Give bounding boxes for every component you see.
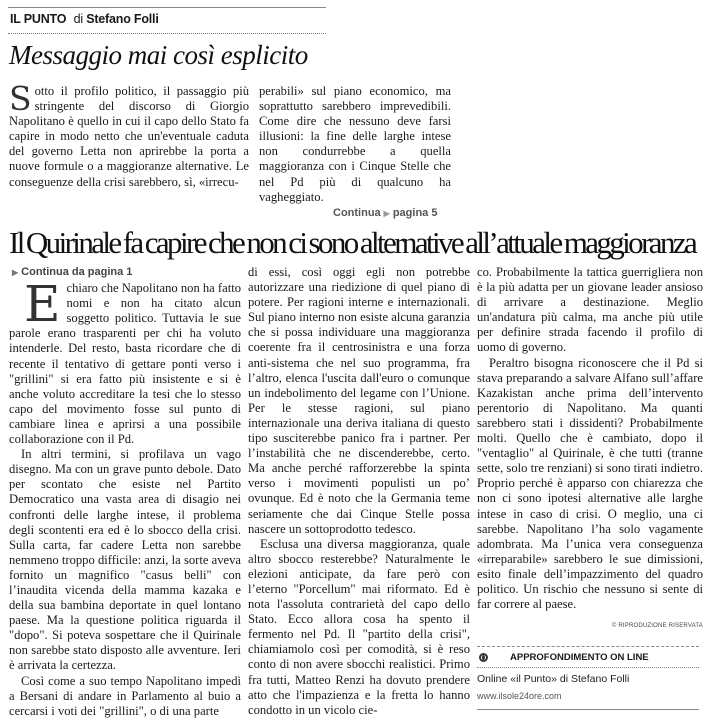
author-name: Stefano Folli	[86, 12, 159, 26]
box-bottom-rule	[477, 709, 699, 710]
front-col1-text: otto il profilo politico, il passaggio più stringente del discorso di Giorgio Napolitano è quello in cui il capo dello Stato fa capire in modo netto che un'eventuale caduta del governo Letta non aprirebbe la porta a nuove formule o a maggioranze alternative. Le conseguenze della crisi sarebbero, sì, «irrecu-	[9, 84, 249, 189]
main-column-2	[248, 265, 470, 718]
column-header	[10, 12, 159, 26]
main-column-3	[477, 265, 703, 710]
continued-from-link[interactable]	[12, 265, 241, 280]
front-col2-text: perabili» sul piano economico, ma soprattutto sarebbero imprevedibili. Come dire che nessuno deve farsi illusioni: la fine delle larghe intese non condurrebbe a quella maggioranza con i Cinque Stelle che nel Pd più di qualcuno ha vagheggiato.	[259, 84, 451, 204]
drop-cap: S	[9, 79, 32, 118]
continue-link[interactable]	[333, 207, 437, 219]
continue-label: Continua	[333, 207, 381, 219]
copyright-notice: © RIPRODUZIONE RISERVATA	[611, 623, 703, 630]
online-box-header	[477, 647, 699, 668]
paragraph: di essi, così oggi egli non potrebbe autorizzare una riedizione di quel piano di potere. Per ragioni interne e internazionali. Sul piano interno non esiste alcuna garanzia che si possa individuare una maggioranza coerente fra il centrosinistra e una forza anti-sistema che nel suo programma, fra l’altro, elenca l'uscita dall'euro o comunque un indebolimento del legame con l’Unione. Per le stesse ragioni, sul piano internazionale una deriva italiana di questo tipo susciterebbe panico fra i partner. Per l’instabilità che ne discenderebbe, certo. Ma anche perché rafforzerebbe la spinta verso i movimenti populisti un po’ ovunque. Ed è noto che la Germania teme seriamente che dai Cinque Stelle possa nascere un sottoprodotto tedesco.	[248, 265, 470, 536]
byline-prefix: di	[73, 12, 83, 26]
paragraph: Così come a suo tempo Napolitano impedì a Bersani di andare in Parlamento al buio a cercarsi i voti dei "grillini", o di una parte	[9, 673, 241, 718]
main-headline: Il Quirinale fa capire che non ci sono alternative all’attuale maggioranza	[9, 225, 696, 260]
paragraph: co. Probabilmente la tattica guerrigliera non è la più adatta per un giovane leader ansioso di arrivare a destinazione. Meglio un'andatura più calma, ma anche più utile per definire strada facendo il profilo di uomo di governo.	[477, 265, 703, 355]
continued-from-label: Continua da pagina 1	[21, 266, 133, 278]
main-column-1	[9, 265, 241, 719]
paragraph: Esclusa una diversa maggioranza, quale altro sbocco resterebbe? Naturalmente le elezioni anticipate, da fare però con l’eterno "Porcellum" mai riformato. Ed è nota l'assoluta contrarietà del capo dello Stato. Ecco allora cosa ha spento il fermento nel Pd. Il "partito della crisi", chiamiamolo così per comodità, si è reso conto di non avere sbocchi realistici. Primo fra tutti, Matteo Renzi ha dovuto prendere atto che l'impazienza e la fretta lo hanno condotto in un vicolo cie-	[248, 536, 470, 717]
rubric-label: IL PUNTO	[10, 12, 67, 26]
front-headline: Messaggio mai così esplicito	[9, 40, 308, 70]
drop-cap: E	[24, 275, 61, 334]
arrow-right-icon: ▶	[12, 268, 19, 277]
paragraph: In altri termini, si profilava un vago disegno. Ma con un grave punto debole. Dato per scontato che esiste nel Partito Democratico una vasta area di disagio nei confronti delle larghe intese, il problema degli scontenti era ed è lo sbocco della crisi. Sulla carta, far cadere Letta non sarebbe nemmeno troppo difficile: anzi, la sorte aveva fornito un magnifico "casus belli" con l’inaudita vicenda della mamma kazaka e della sua bambina deportate in quel lontano paese. Ma la questione politica riguarda il "dopo". Si poteva sospettare che il Quirinale non sarebbe stato disposto alle avventure. Ieri è arrivata la certezza.	[9, 447, 241, 673]
online-box-url[interactable]: www.ilsole24ore.com	[477, 691, 562, 702]
continue-page: pagina 5	[392, 207, 438, 219]
paragraph: chiaro che Napolitano non ha fatto nomi e non ha citato alcun soggetto politico. Tuttavia le sue parole erano trasparenti per chi ha voluto intenderle. Del resto, basta ricordare che di recente il tentativo di gettare ponti verso i "grillini" si era fatto più insistente e si è anche voluto accreditare la tesi che lo stesso capo del movimento fosse sul punto di cambiare linea e aprirsi a una possibile collaborazione con il Pd.	[9, 281, 241, 447]
arrow-right-icon: ▶	[383, 209, 390, 218]
online-box	[477, 646, 699, 709]
top-rule	[8, 7, 326, 8]
online-box-title: APPROFONDIMENTO ON LINE	[510, 652, 649, 664]
online-box-description: Online «il Punto» di Stefano Folli	[477, 673, 630, 686]
paragraph: Peraltro bisogna riconoscere che il Pd si stava preparando a salvare Alfano sull’affare Kazakistan anche prima dell’intervento perentorio di Napolitano. Ma quanti sarebbero stati i dissidenti? Probabilmente molti. Quello che è cambiato, dopo il "ventaglio" al Quirinale, è che tutti (tranne sette, solo tre renziani) si sono tirati indietro. Proprio perché è apparso con chiarezza che non ci sono ipotesi alternative alle larghe intese in caso di crisi. O meglio, una ci sarebbe. Napolitano l’ha solo vagamente adombrata. Ma l’unica vera conseguenza «irreparabile» sarebbero le sue dimissioni, esito finale dell’impazzimento del quadro politico. Un rischio che nessuno si sente di far correre al paese.	[477, 355, 703, 612]
front-column-1	[9, 79, 249, 190]
front-column-2	[259, 84, 451, 205]
globe-icon	[479, 653, 488, 662]
header-divider	[8, 33, 326, 34]
